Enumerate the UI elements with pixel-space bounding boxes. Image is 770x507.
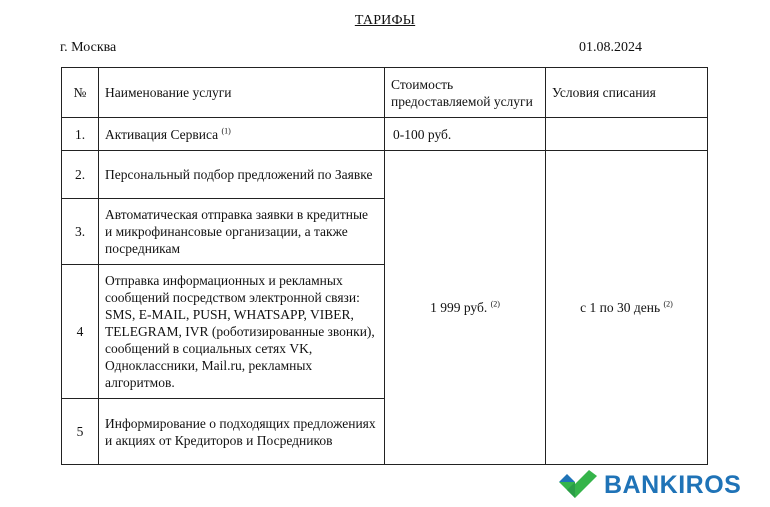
row-service-name: Автоматическая отправка заявки в кредитные и микрофинансовые организации, а также посредникам xyxy=(99,199,385,265)
document-title: ТАРИФЫ xyxy=(354,13,416,28)
document-city: г. Москва xyxy=(60,40,117,55)
footnote-ref: (2) xyxy=(490,299,500,309)
row-service-name: Персональный подбор предложений по Заявке xyxy=(99,151,385,199)
logo-checkmark-icon xyxy=(558,470,598,500)
row-num: 5 xyxy=(62,399,99,465)
footnote-ref: (1) xyxy=(221,126,231,135)
table-row xyxy=(62,118,708,151)
document-date: 01.08.2024 xyxy=(579,40,642,55)
row-service-name: Отправка информационных и рекламных сообщений посредством электронной связи: SMS, E-MAIL, PUSH, WHATSAPP, VIBER, TELEGRAM, IVR (роботизированные звонки), сообщений в социальных сетях VK, Одноклассники, Mail.ru, рекламных алгоритмов. xyxy=(99,265,385,399)
header-condition: Условия списания xyxy=(546,68,708,118)
merged-cost-cell xyxy=(385,151,546,465)
row-service-text: Активация Сервиса xyxy=(105,126,219,142)
table-row xyxy=(62,151,708,199)
row-num: 3. xyxy=(62,199,99,265)
header-cost: Стоимость предоставляемой услуги xyxy=(385,68,546,118)
row-service-name xyxy=(99,118,385,151)
row-num: 4 xyxy=(62,265,99,399)
logo-text: BANKIROS xyxy=(604,471,742,499)
merged-condition: с 1 по 30 день xyxy=(580,300,661,315)
tariffs-table xyxy=(61,67,708,465)
merged-cost: 1 999 руб. xyxy=(430,300,488,315)
header-num: № xyxy=(62,68,99,118)
row-cost: 0-100 руб. xyxy=(385,118,546,151)
header-service-name: Наименование услуги xyxy=(99,68,385,118)
row-num: 2. xyxy=(62,151,99,199)
bankiros-logo xyxy=(558,469,760,501)
row-num: 1. xyxy=(62,118,99,151)
row-service-name: Информирование о подходящих предложениях и акциях от Кредиторов и Посредников xyxy=(99,399,385,465)
merged-condition-cell xyxy=(546,151,708,465)
table-header-row xyxy=(62,68,708,118)
footnote-ref: (2) xyxy=(663,299,673,309)
row-condition xyxy=(546,118,708,151)
